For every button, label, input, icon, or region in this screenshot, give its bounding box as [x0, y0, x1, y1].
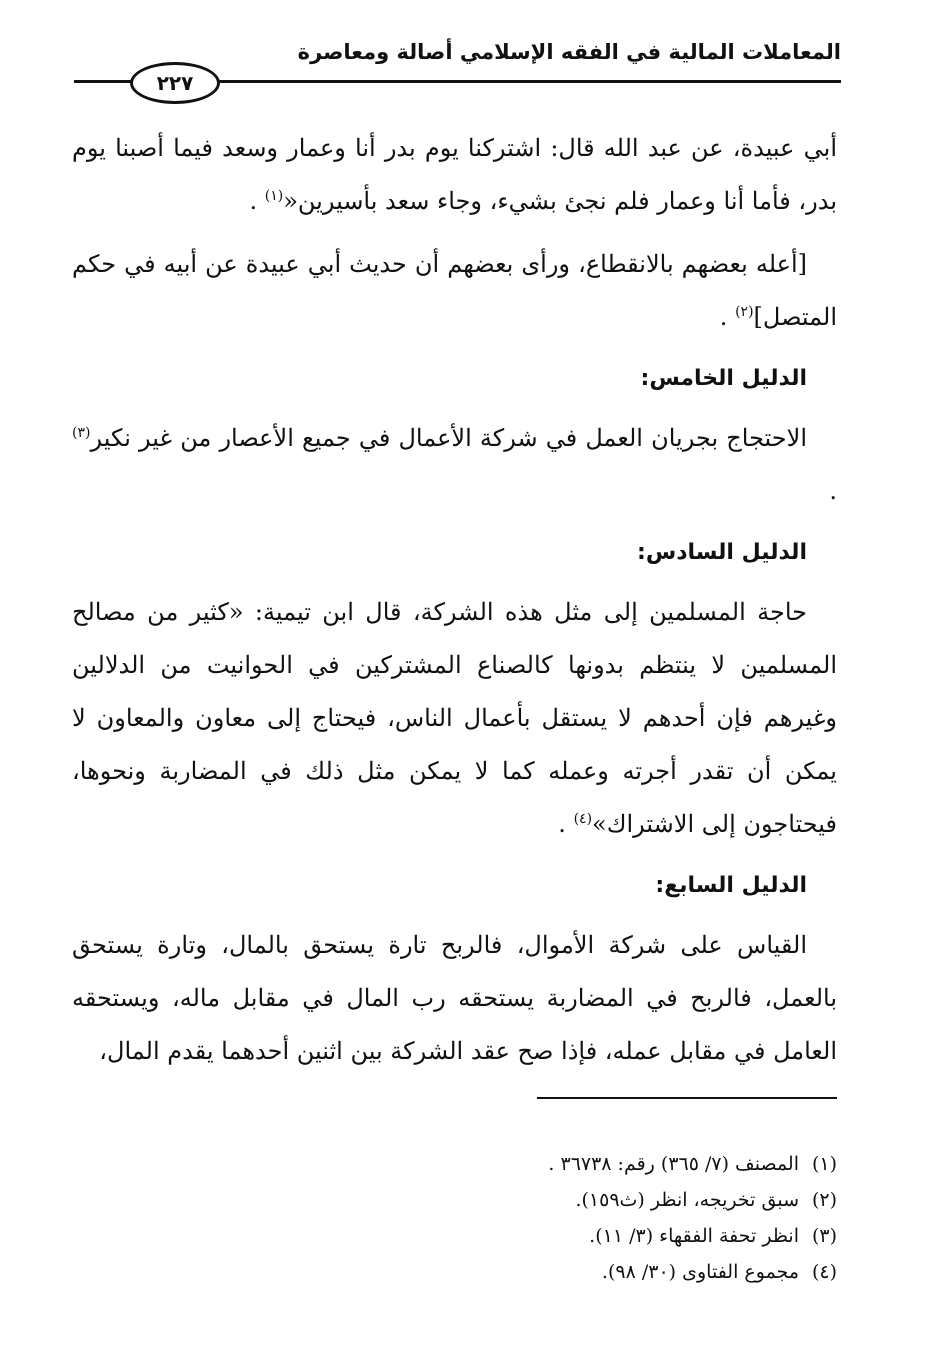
running-header-title: المعاملات المالية في الفقه الإسلامي أصالة ومعاصرة: [297, 40, 841, 64]
footnote-item: [72, 1254, 837, 1290]
paragraph-end: .: [558, 810, 566, 838]
paragraph-end: .: [719, 303, 728, 331]
paragraph-sixth-evidence: [72, 586, 837, 851]
footnote-number: (٣): [811, 1225, 837, 1247]
footnote-ref-4: (٤): [573, 811, 593, 827]
paragraph-text: القياس على شركة الأموال، فالربح تارة يستحق بالمال، وتارة يستحق بالعمل، فالربح في المضاربة يستحقه رب المال في مقابل ماله، ويستحقه العامل في مقابل عمله، فإذا صح عقد الشركة بين اثنين أحدهما يقدم المال،: [72, 931, 837, 1065]
paragraph-text: الاحتجاج بجريان العمل في شركة الأعمال في جميع الأعصار من غير نكير: [90, 424, 807, 452]
footnote-number: (٤): [811, 1261, 837, 1283]
footnote-ref-2: (٢): [735, 304, 754, 320]
paragraph-text: أبي عبيدة، عن عبد الله قال: اشتركنا يوم بدر أنا وعمار وسعد فيما أصبنا يوم بدر، فأما أنا وعمار فلم نجئ بشيء، وجاء سعد بأسيرين«: [72, 134, 837, 215]
paragraph-text: [أعله بعضهم بالانقطاع، ورأى بعضهم أن حديث أبي عبيدة عن أبيه في حكم المتصل]: [72, 250, 837, 331]
footnote-rule: [537, 1097, 837, 1099]
page-number: ٢٢٧: [130, 62, 220, 104]
footnote-text: المصنف (٧/ ٣٦٥) رقم: ٣٦٧٣٨ .: [548, 1153, 799, 1175]
footnote-number: (٢): [811, 1189, 837, 1211]
footnote-item: [72, 1218, 837, 1254]
page-body: [72, 122, 837, 1088]
footnote-ref-1: (١): [264, 188, 284, 204]
footnote-text: مجموع الفتاوى (٣٠/ ٩٨).: [601, 1261, 799, 1283]
paragraph-seventh-evidence: [72, 919, 837, 1078]
heading-sixth-evidence: الدليل السادس:: [637, 540, 807, 565]
paragraph-fifth-evidence: [72, 412, 837, 518]
footnotes: [72, 1146, 837, 1290]
paragraph-end: .: [829, 477, 837, 505]
heading-seventh-evidence: الدليل السابع:: [655, 873, 807, 898]
paragraph-hadith: [72, 122, 837, 228]
footnote-number: (١): [811, 1153, 837, 1175]
footnote-text: سبق تخريجه، انظر (ث١٥٩).: [575, 1189, 799, 1211]
heading-fifth-evidence: الدليل الخامس:: [640, 366, 807, 391]
footnote-item: [72, 1146, 837, 1182]
paragraph-text: حاجة المسلمين إلى مثل هذه الشركة، قال ابن تيمية: «كثير من مصالح المسلمين لا ينتظم بدونها كالصناع المشتركين في الحوانيت من الدلالين وغيرهم فإن أحدهم لا يستقل بأعمال الناس، فيحتاج إلى معاون والمعاون لا يمكن أن تقدر أجرته وعمله كما لا يمكن مثل ذلك في المضاربة ونحوها، فيحتاجون إلى الاشتراك»: [72, 598, 837, 838]
footnote-text: انظر تحفة الفقهاء (٣/ ١١).: [589, 1225, 799, 1247]
paragraph-grading: [72, 238, 837, 344]
footnote-item: [72, 1182, 837, 1218]
footnote-ref-3: (٣): [72, 425, 91, 441]
paragraph-end: .: [249, 187, 258, 215]
